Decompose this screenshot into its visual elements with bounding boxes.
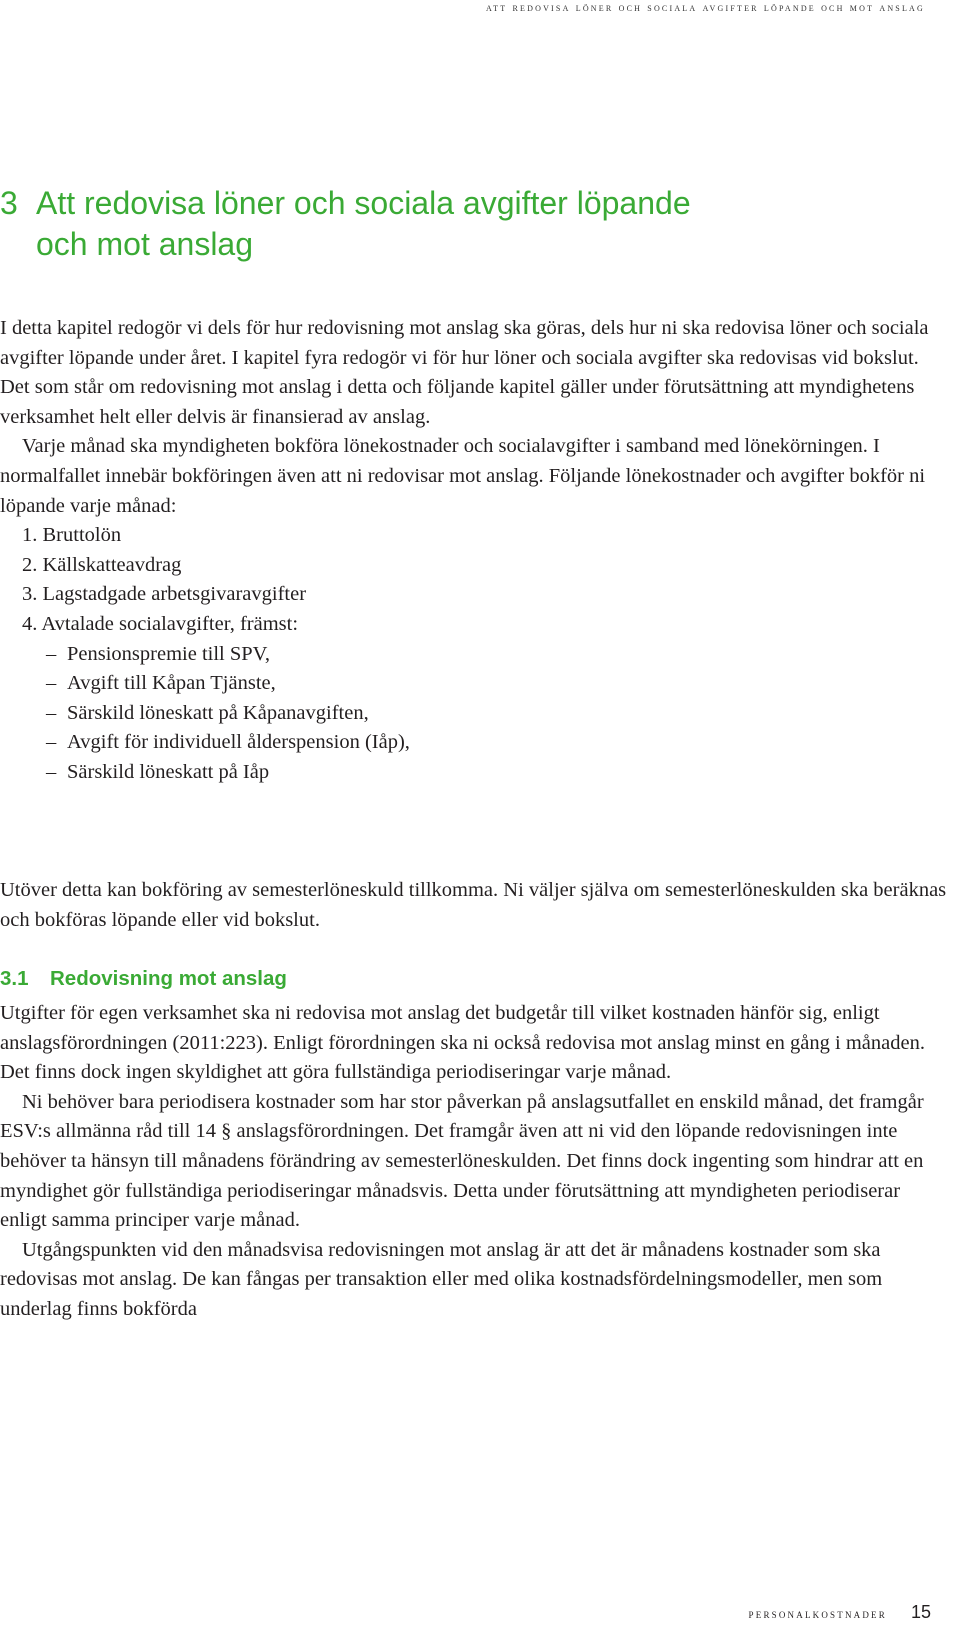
running-head: att redovisa löner och sociala avgifter löpande och mot anslag	[486, 0, 925, 14]
page-footer	[749, 1601, 931, 1625]
section-paragraph-3: Utgångspunkten vid den månadsvisa redovisningen mot anslag är att det är månadens kostnader som ska redovisas mot anslag. De kan fångas per transaktion eller med olika kostnadsfördelningsmodeller, men som underlag finns bokförda	[0, 1238, 883, 1320]
list-item: 2. Källskatteavdrag	[22, 553, 182, 576]
list-item: 4. Avtalade socialavgifter, främst:	[22, 612, 299, 635]
sublist-item-text: Pensionspremie till SPV,	[67, 642, 270, 665]
dash-marker: –	[46, 642, 57, 665]
sublist-item	[0, 699, 950, 729]
sublist-item-text: Särskild löneskatt på Iåp	[67, 760, 270, 783]
page-number: 15	[910, 1602, 931, 1622]
dash-marker: –	[46, 672, 57, 695]
dash-marker: –	[46, 760, 57, 783]
sublist-item	[0, 640, 950, 670]
sublist-item-text: Avgift för individuell ålderspension (Iåp),	[67, 731, 410, 754]
intro-paragraph-2: Varje månad ska myndigheten bokföra lönekostnader och socialavgifter i samband med lönekörningen. I normalfallet innebär bokföringen även att ni redovisar mot anslag. Följande lönekostnader och avgifter bokför ni löpande varje månad:	[0, 435, 926, 517]
section-block	[0, 999, 950, 1325]
section-title-text: Redovisning mot anslag	[50, 967, 287, 990]
sublist-item-text: Särskild löneskatt på Kåpanavgiften,	[67, 701, 369, 724]
semester-paragraph-block	[0, 876, 950, 935]
chapter-number: 3	[0, 185, 18, 221]
sublist-item	[0, 669, 950, 699]
sublist-item	[0, 728, 950, 758]
intro-block	[0, 314, 950, 788]
section-number: 3.1	[0, 967, 29, 990]
social-fee-sublist	[0, 640, 950, 788]
sublist-item-text: Avgift till Kåpan Tjänste,	[67, 672, 276, 695]
dash-marker: –	[46, 701, 57, 724]
section-paragraph-2: Ni behöver bara periodisera kostnader som har stor påverkan på anslagsutfallet en enskild månad, det framgår ESV:s allmänna råd till 14 § anslagsförordningen. Det framgår även att ni vid den löpande redovisningen inte behöver ta hänsyn till månadens förändring av semesterlöneskulden. Det finns dock ingenting som hindrar att en myndighet gör fullständiga periodiseringar månadsvis. Detta under förutsättning att myndigheten periodiserar enligt samma principer varje månad.	[0, 1090, 924, 1232]
footer-label: personalkostnader	[748, 1606, 887, 1621]
sublist-item	[0, 758, 950, 788]
section-paragraph-1: Utgifter för egen verksamhet ska ni redovisa mot anslag det budgetår till vilket kostnaden hänför sig, enligt anslagsförordningen (2011:223). Enligt förordningen ska ni också redovisa mot anslag minst en gång i månaden. Det finns dock ingen skyldighet att göra fullständiga periodiseringar varje månad.	[0, 1002, 925, 1084]
chapter-title-line2: och mot anslag	[36, 226, 254, 262]
intro-paragraph-1: I detta kapitel redogör vi dels för hur redovisning mot anslag ska göras, dels hur ni ska redovisa löner och sociala avgifter löpande under året. I kapitel fyra redogör vi för hur löner och sociala avgifter ska redovisas vid bokslut. Det som står om redovisning mot anslag i detta och följande kapitel gäller under förutsättning att myndighetens verksamhet helt eller delvis är finansierad av anslag.	[0, 317, 929, 428]
section-title	[0, 965, 287, 993]
chapter-title-line1: Att redovisa löner och sociala avgifter löpande	[36, 185, 691, 221]
chapter-title	[0, 183, 691, 265]
intro-paragraph-3: Utöver detta kan bokföring av semesterlöneskuld tillkomma. Ni väljer själva om semesterlöneskulden ska beräknas och bokföras löpande eller vid bokslut.	[0, 879, 947, 931]
cost-list	[0, 521, 950, 639]
list-item: 1. Bruttolön	[22, 524, 122, 547]
list-item: 3. Lagstadgade arbetsgivaravgifter	[22, 583, 307, 606]
dash-marker: –	[46, 731, 57, 754]
